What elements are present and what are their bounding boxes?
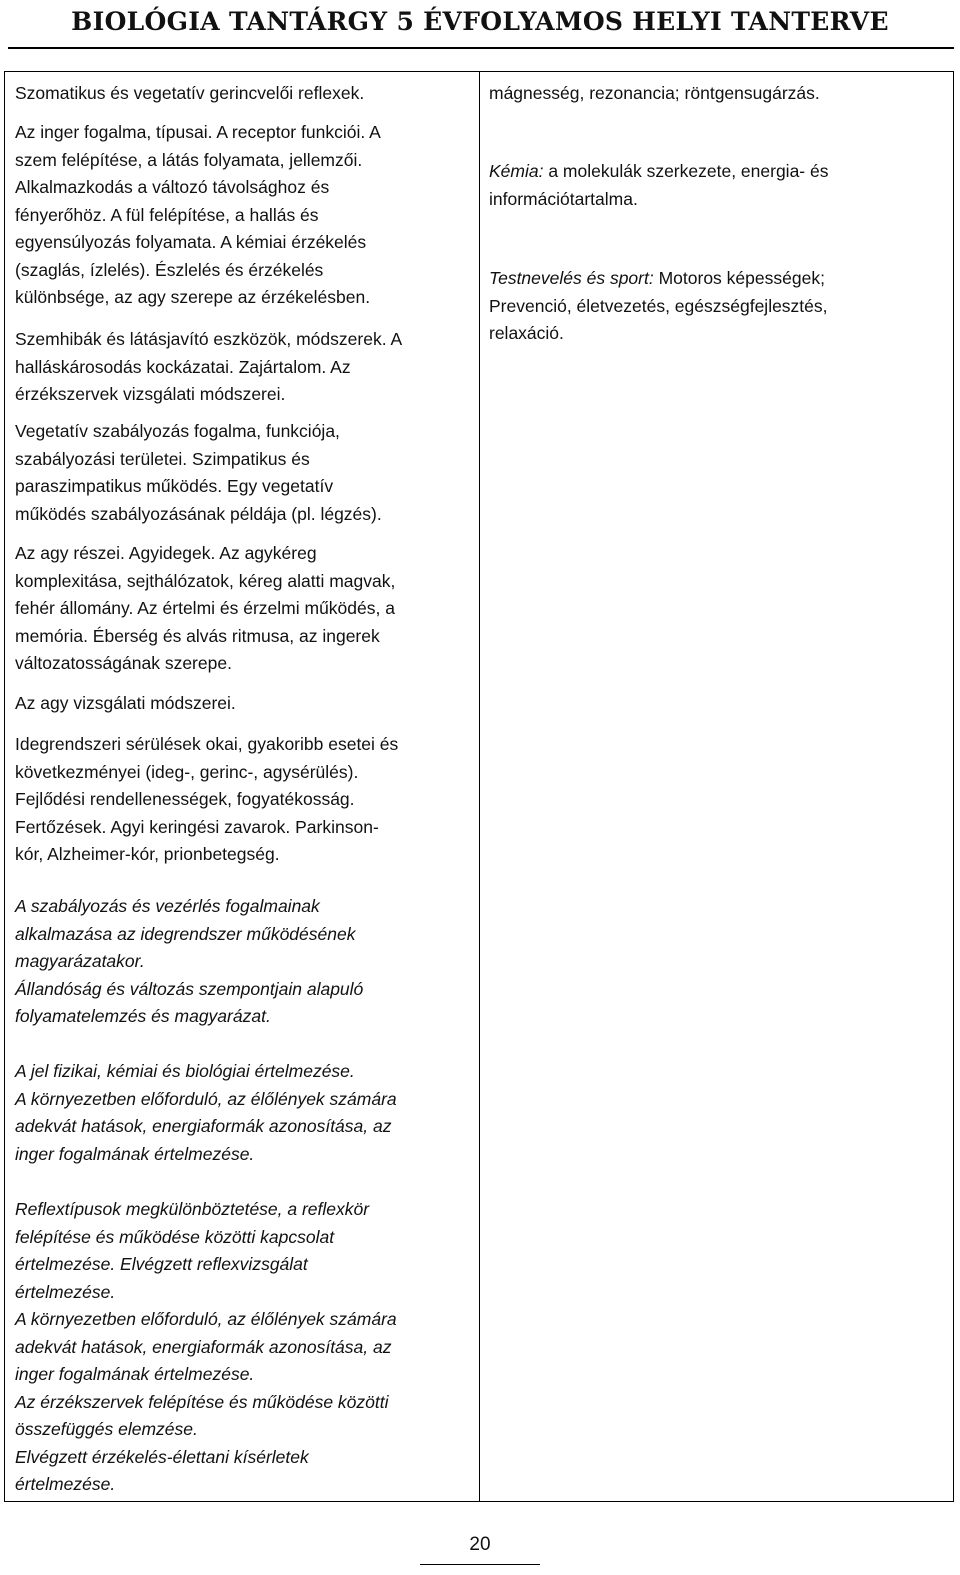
text-line: értelmezése. [15,1474,116,1494]
text-paragraph [15,1058,397,1168]
text-line: Az inger fogalma, típusai. A receptor funkciói. A [15,122,381,142]
text-line: A környezetben előforduló, az élőlények számára [15,1088,397,1109]
page-number: 20 [469,1534,491,1555]
text-line: inger fogalmának értelmezése. [15,1143,255,1164]
text-line: működés szabályozásának példája (pl. légzés). [15,503,382,524]
text-paragraph [15,690,236,718]
text-line: szem felépítése, a látás folyamata, jellemzői. [15,149,363,170]
subject-label: Kémia: [489,161,544,181]
text-line: A környezetben előforduló, az élőlények számára [15,1309,397,1329]
text-line: A jel fizikai, kémiai és biológiai értelmezése. [15,1061,355,1081]
text-line: A szabályozás és vezérlés fogalmainak [15,896,320,916]
text-paragraph [15,540,395,678]
text-line: adekvát hatások, energiaformák azonosítása, az [15,1336,392,1357]
text-line: adekvát hatások, energiaformák azonosítása, az [15,1116,392,1136]
text-line: halláskárosodás kockázatai. Zajártalom. Az [15,356,351,377]
text-line: Elvégzett érzékelés-élettani kísérletek [15,1446,309,1467]
text-line: fehér állomány. Az értelmi és érzelmi működés, a [15,598,395,618]
text-line: Az agy vizsgálati módszerei. [15,693,236,713]
text-paragraph [15,1196,397,1499]
text-paragraph [15,731,398,869]
text-line: Prevenció, életvezetés, egészségfejlesztés, [489,295,828,316]
text-line: különbsége, az agy szerepe az érzékelésben. [15,287,371,307]
text-line: Fertőzések. Agyi keringési zavarok. Parkinson- [15,816,379,837]
text-line [489,158,828,186]
pe-connection [489,265,828,348]
text-line: információtartalma. [489,188,638,209]
text-line: Vegetatív szabályozás fogalma, funkciója, [15,421,340,441]
footer-divider [420,1564,540,1565]
text-line: Állandóság és változás szempontjain alapuló [15,978,364,999]
header-divider [8,47,954,49]
text-line: (szaglás, ízlelés). Észlelés és érzékelés [15,259,324,280]
text-line: Az érzékszervek felépítése és működése közötti [15,1391,389,1412]
text-line: szabályozási területei. Szimpatikus és [15,448,310,469]
text-line: paraszimpatikus működés. Egy vegetatív [15,476,334,496]
curriculum-table [4,71,954,1502]
text-paragraph [15,418,382,528]
text-paragraph [15,80,364,108]
text-line: Szomatikus és vegetatív gerincvelői reflexek. [15,83,365,103]
text-line: felépítése és működése közötti kapcsolat [15,1226,335,1247]
text-paragraph [15,119,381,312]
text-line: érzékszervek vizsgálati módszerei. [15,384,286,404]
column-divider [479,72,480,1501]
text-paragraph [15,326,402,409]
text-line: értelmezése. [15,1281,116,1302]
text-line: Alkalmazkodás a változó távolsághoz és [15,177,330,197]
text-line: következményei (ideg-, gerinc-, agysérülés). [15,761,359,782]
text-line: Szemhibák és látásjavító eszközök, módszerek. A [15,329,403,349]
text-line: relaxáció. [489,323,564,343]
text-line: kór, Alzheimer-kór, prionbetegség. [15,844,280,864]
text-fragment: a molekulák szerkezete, energia- és [543,161,829,181]
text-line: inger fogalmának értelmezése. [15,1364,255,1384]
subject-label: Testnevelés és sport: [489,268,654,288]
text-line: Reflextípusok megkülönböztetése, a reflexkör [15,1199,370,1219]
text-line [489,265,828,293]
text-line: Fejlődési rendellenességek, fogyatékosság. [15,789,355,809]
text-line: memória. Éberség és alvás ritmusa, az ingerek [15,625,380,646]
text-line: komplexitása, sejthálózatok, kéreg alatti magvak, [15,570,396,591]
physics-connection [489,80,820,108]
text-line: magyarázatakor. [15,951,145,971]
text-line: mágnesség, rezonancia; röntgensugárzás. [489,83,820,103]
text-line: fényerőhöz. A fül felépítése, a hallás és [15,204,319,225]
text-line: folyamatelemzés és magyarázat. [15,1006,271,1026]
text-line: egyensúlyozás folyamata. A kémiai érzékelés [15,232,367,252]
text-line: Az agy részei. Agyidegek. Az agykéreg [15,543,317,563]
text-paragraph [15,893,363,1031]
text-line: értelmezése. Elvégzett reflexvizsgálat [15,1254,308,1274]
text-fragment: Motoros képességek; [653,268,825,288]
text-line: alkalmazása az idegrendszer működésének [15,923,356,944]
text-line: változatosságának szerepe. [15,653,232,673]
text-line: Idegrendszeri sérülések okai, gyakoribb esetei és [15,734,399,754]
document-title: BIOLÓGIA TANTÁRGY 5 ÉVFOLYAMOS HELYI TANTERVE [71,7,889,36]
text-line: összefüggés elemzése. [15,1419,198,1439]
chemistry-connection [489,158,828,213]
